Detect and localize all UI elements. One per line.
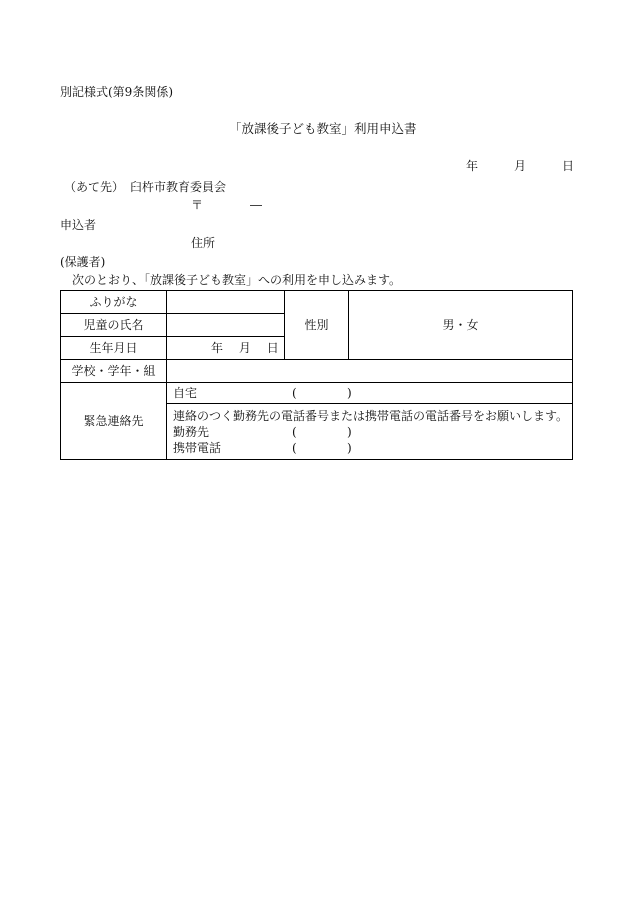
work-mobile-field[interactable] [167, 404, 573, 460]
gender-label: 性別 [285, 291, 349, 360]
date-month: 月 [514, 159, 527, 173]
home-paren-open: ( [292, 386, 297, 400]
mobile-paren-close: ) [347, 441, 352, 455]
mobile-paren-open: ( [292, 441, 297, 455]
home-label: 自宅 [173, 385, 198, 400]
work-paren-close: ) [347, 425, 352, 439]
table-row [61, 360, 573, 383]
guardian-label: (保護者) [60, 255, 106, 269]
gender-options[interactable]: 男・女 [349, 291, 573, 360]
home-phone-field[interactable] [167, 383, 573, 404]
table-row [61, 383, 573, 404]
application-table [60, 290, 573, 460]
birthdate-field[interactable] [167, 337, 285, 360]
date-year: 年 [466, 159, 479, 173]
birth-year-label: 年 [211, 340, 224, 355]
furigana-field[interactable] [167, 291, 285, 314]
furigana-label: ふりがな [61, 291, 167, 314]
birth-month-label: 月 [238, 340, 251, 355]
birthdate-label: 生年月日 [61, 337, 167, 360]
document-title: 「放課後子ども教室」利用申込書 [229, 121, 417, 136]
postal-dash: ― [250, 198, 262, 212]
child-name-label: 児童の氏名 [61, 314, 167, 337]
mobile-label: 携帯電話 [173, 441, 222, 455]
intro-text: 次のとおり、「放課後子ども教室」への利用を申し込みます。 [72, 273, 402, 287]
child-name-field[interactable] [167, 314, 285, 337]
school-label: 学校・学年・組 [61, 360, 167, 383]
date-day: 日 [562, 159, 575, 173]
emergency-label: 緊急連絡先 [61, 383, 167, 460]
work-label: 勤務先 [173, 425, 210, 439]
emergency-note: 連絡のつく勤務先の電話番号または携帯電話の電話番号をお願いします。 [173, 409, 569, 423]
addressee: （あて先） 臼杵市教育委員会 [64, 180, 227, 194]
applicant-label: 申込者 [60, 218, 97, 232]
form-label: 別記様式(第9条関係) [60, 85, 173, 99]
birth-day-label: 日 [266, 340, 279, 355]
table-row [61, 291, 573, 314]
work-paren-open: ( [292, 425, 297, 439]
address-label: 住所 [191, 236, 216, 250]
home-paren-close: ) [347, 386, 352, 400]
school-field[interactable] [167, 360, 573, 383]
postal-mark: 〒 [191, 198, 204, 212]
